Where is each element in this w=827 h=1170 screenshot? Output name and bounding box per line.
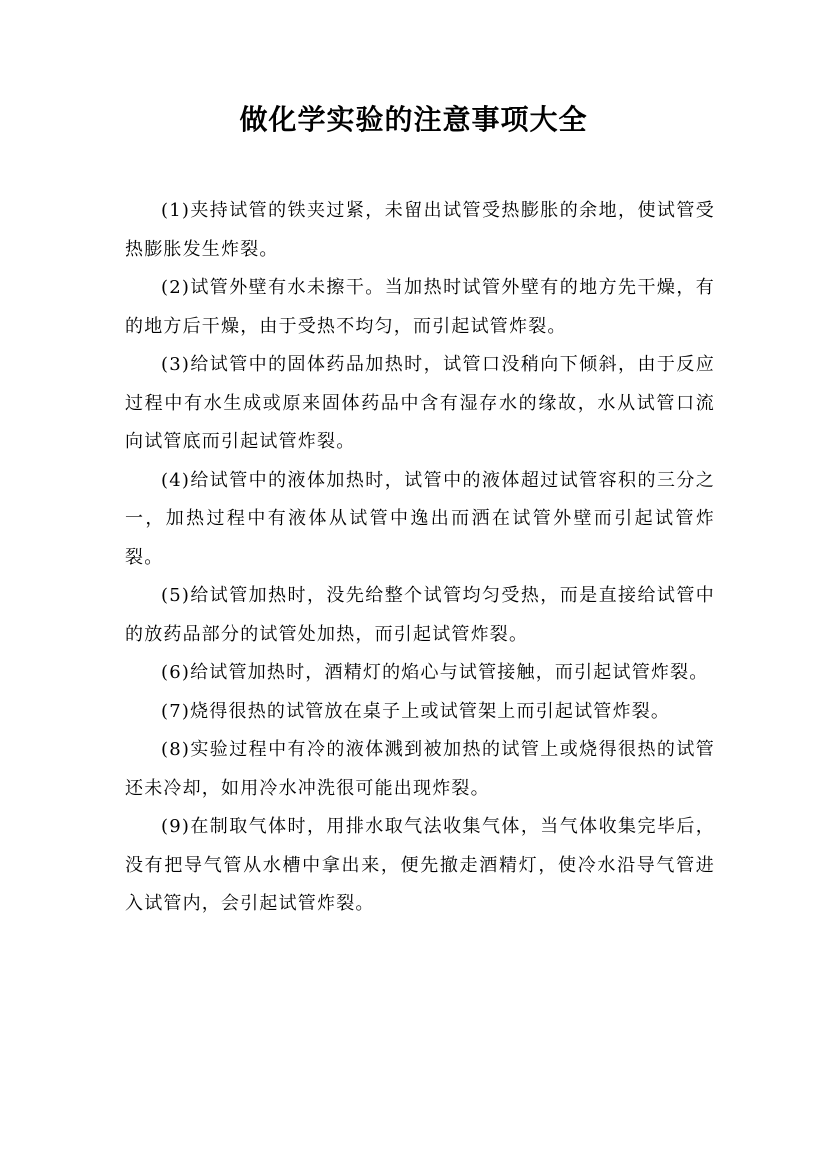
document-title: 做化学实验的注意事项大全 [239,103,588,136]
paragraph-4: (4)给试管中的液体加热时，试管中的液体超过试管容积的三分之一，加热过程中有液体从试管中逸出而洒在试管外壁而引起试管炸裂。 [125,469,715,568]
document-body [125,192,715,924]
paragraph-7: (7)烧得很热的试管放在桌子上或试管架上而引起试管炸裂。 [161,700,671,722]
paragraph-9: (9)在制取气体时，用排水取气法收集气体，当气体收集完毕后，没有把导气管从水槽中拿出来，便先撤走酒精灯，使冷水沿导气管进入试管内，会引起试管炸裂。 [125,816,715,914]
paragraph-5: (5)给试管加热时，没先给整个试管均匀受热，而是直接给试管中的放药品部分的试管处加热，而引起试管炸裂。 [125,585,715,645]
paragraph-2: (2)试管外壁有水未擦干。当加热时试管外壁有的地方先干燥，有的地方后干燥，由于受热不均匀，而引起试管炸裂。 [125,277,715,337]
paragraph-1: (1)夹持试管的铁夹过紧，未留出试管受热膨胀的余地，使试管受热膨胀发生炸裂。 [125,200,715,260]
paragraph-3: (3)给试管中的固体药品加热时，试管口没稍向下倾斜，由于反应过程中有水生成或原来固体药品中含有湿存水的缘故，水从试管口流向试管底而引起试管炸裂。 [125,354,715,452]
paragraph-8: (8)实验过程中有冷的液体溅到被加热的试管上或烧得很热的试管还未冷却，如用冷水冲洗很可能出现炸裂。 [125,739,715,799]
paragraph-6: (6)给试管加热时，酒精灯的焰心与试管接触，而引起试管炸裂。 [161,662,709,683]
